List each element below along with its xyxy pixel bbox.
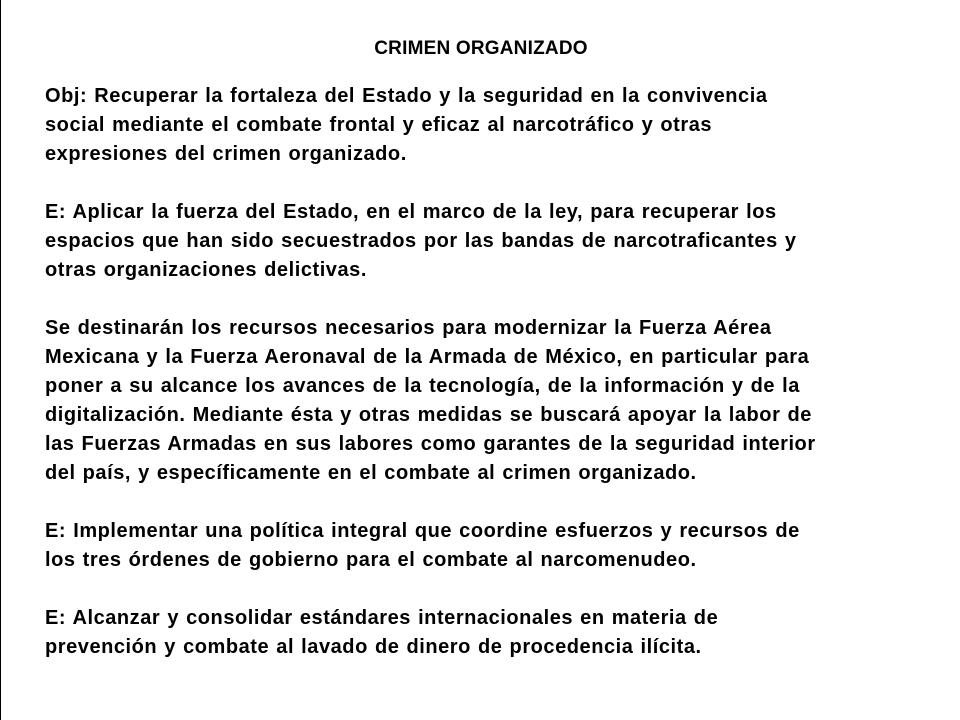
text-line: Se destinarán los recursos necesarios para modernizar la Fuerza Aérea: [45, 317, 772, 339]
text-line: Obj: Recuperar la fortaleza del Estado y la seguridad en la convivencia: [45, 85, 768, 107]
text-line: otras organizaciones delictivas.: [45, 259, 367, 281]
text-line: digitalización. Mediante ésta y otras medidas se buscará apoyar la labor de: [45, 404, 812, 426]
text-line: prevención y combate al lavado de dinero de procedencia ilícita.: [45, 636, 702, 658]
text-line: E: Implementar una política integral que coordine esfuerzos y recursos de: [45, 520, 800, 542]
text-line: E: Alcanzar y consolidar estándares internacionales en materia de: [45, 607, 719, 629]
text-line: poner a su alcance los avances de la tecnología, de la información y de la: [45, 375, 800, 397]
slide-body: [45, 82, 925, 691]
text-line: expresiones del crimen organizado.: [45, 143, 407, 165]
paragraph-resources: [45, 314, 925, 488]
text-line: Mexicana y la Fuerza Aeronaval de la Armada de México, en particular para: [45, 346, 810, 368]
text-line: del país, y específicamente en el combate al crimen organizado.: [45, 462, 697, 484]
text-line: espacios que han sido secuestrados por las bandas de narcotraficantes y: [45, 230, 797, 252]
text-line: los tres órdenes de gobierno para el combate al narcomenudeo.: [45, 549, 697, 571]
paragraph-strategy-policy: [45, 517, 925, 575]
paragraph-strategy-standards: [45, 604, 925, 662]
slide-title: CRIMEN ORGANIZADO: [374, 38, 588, 59]
paragraph-strategy-force: [45, 198, 925, 285]
paragraph-objective: [45, 82, 925, 169]
text-line: E: Aplicar la fuerza del Estado, en el marco de la ley, para recuperar los: [45, 201, 777, 223]
text-line: social mediante el combate frontal y eficaz al narcotráfico y otras: [45, 114, 713, 136]
text-line: las Fuerzas Armadas en sus labores como garantes de la seguridad interior: [45, 433, 816, 455]
